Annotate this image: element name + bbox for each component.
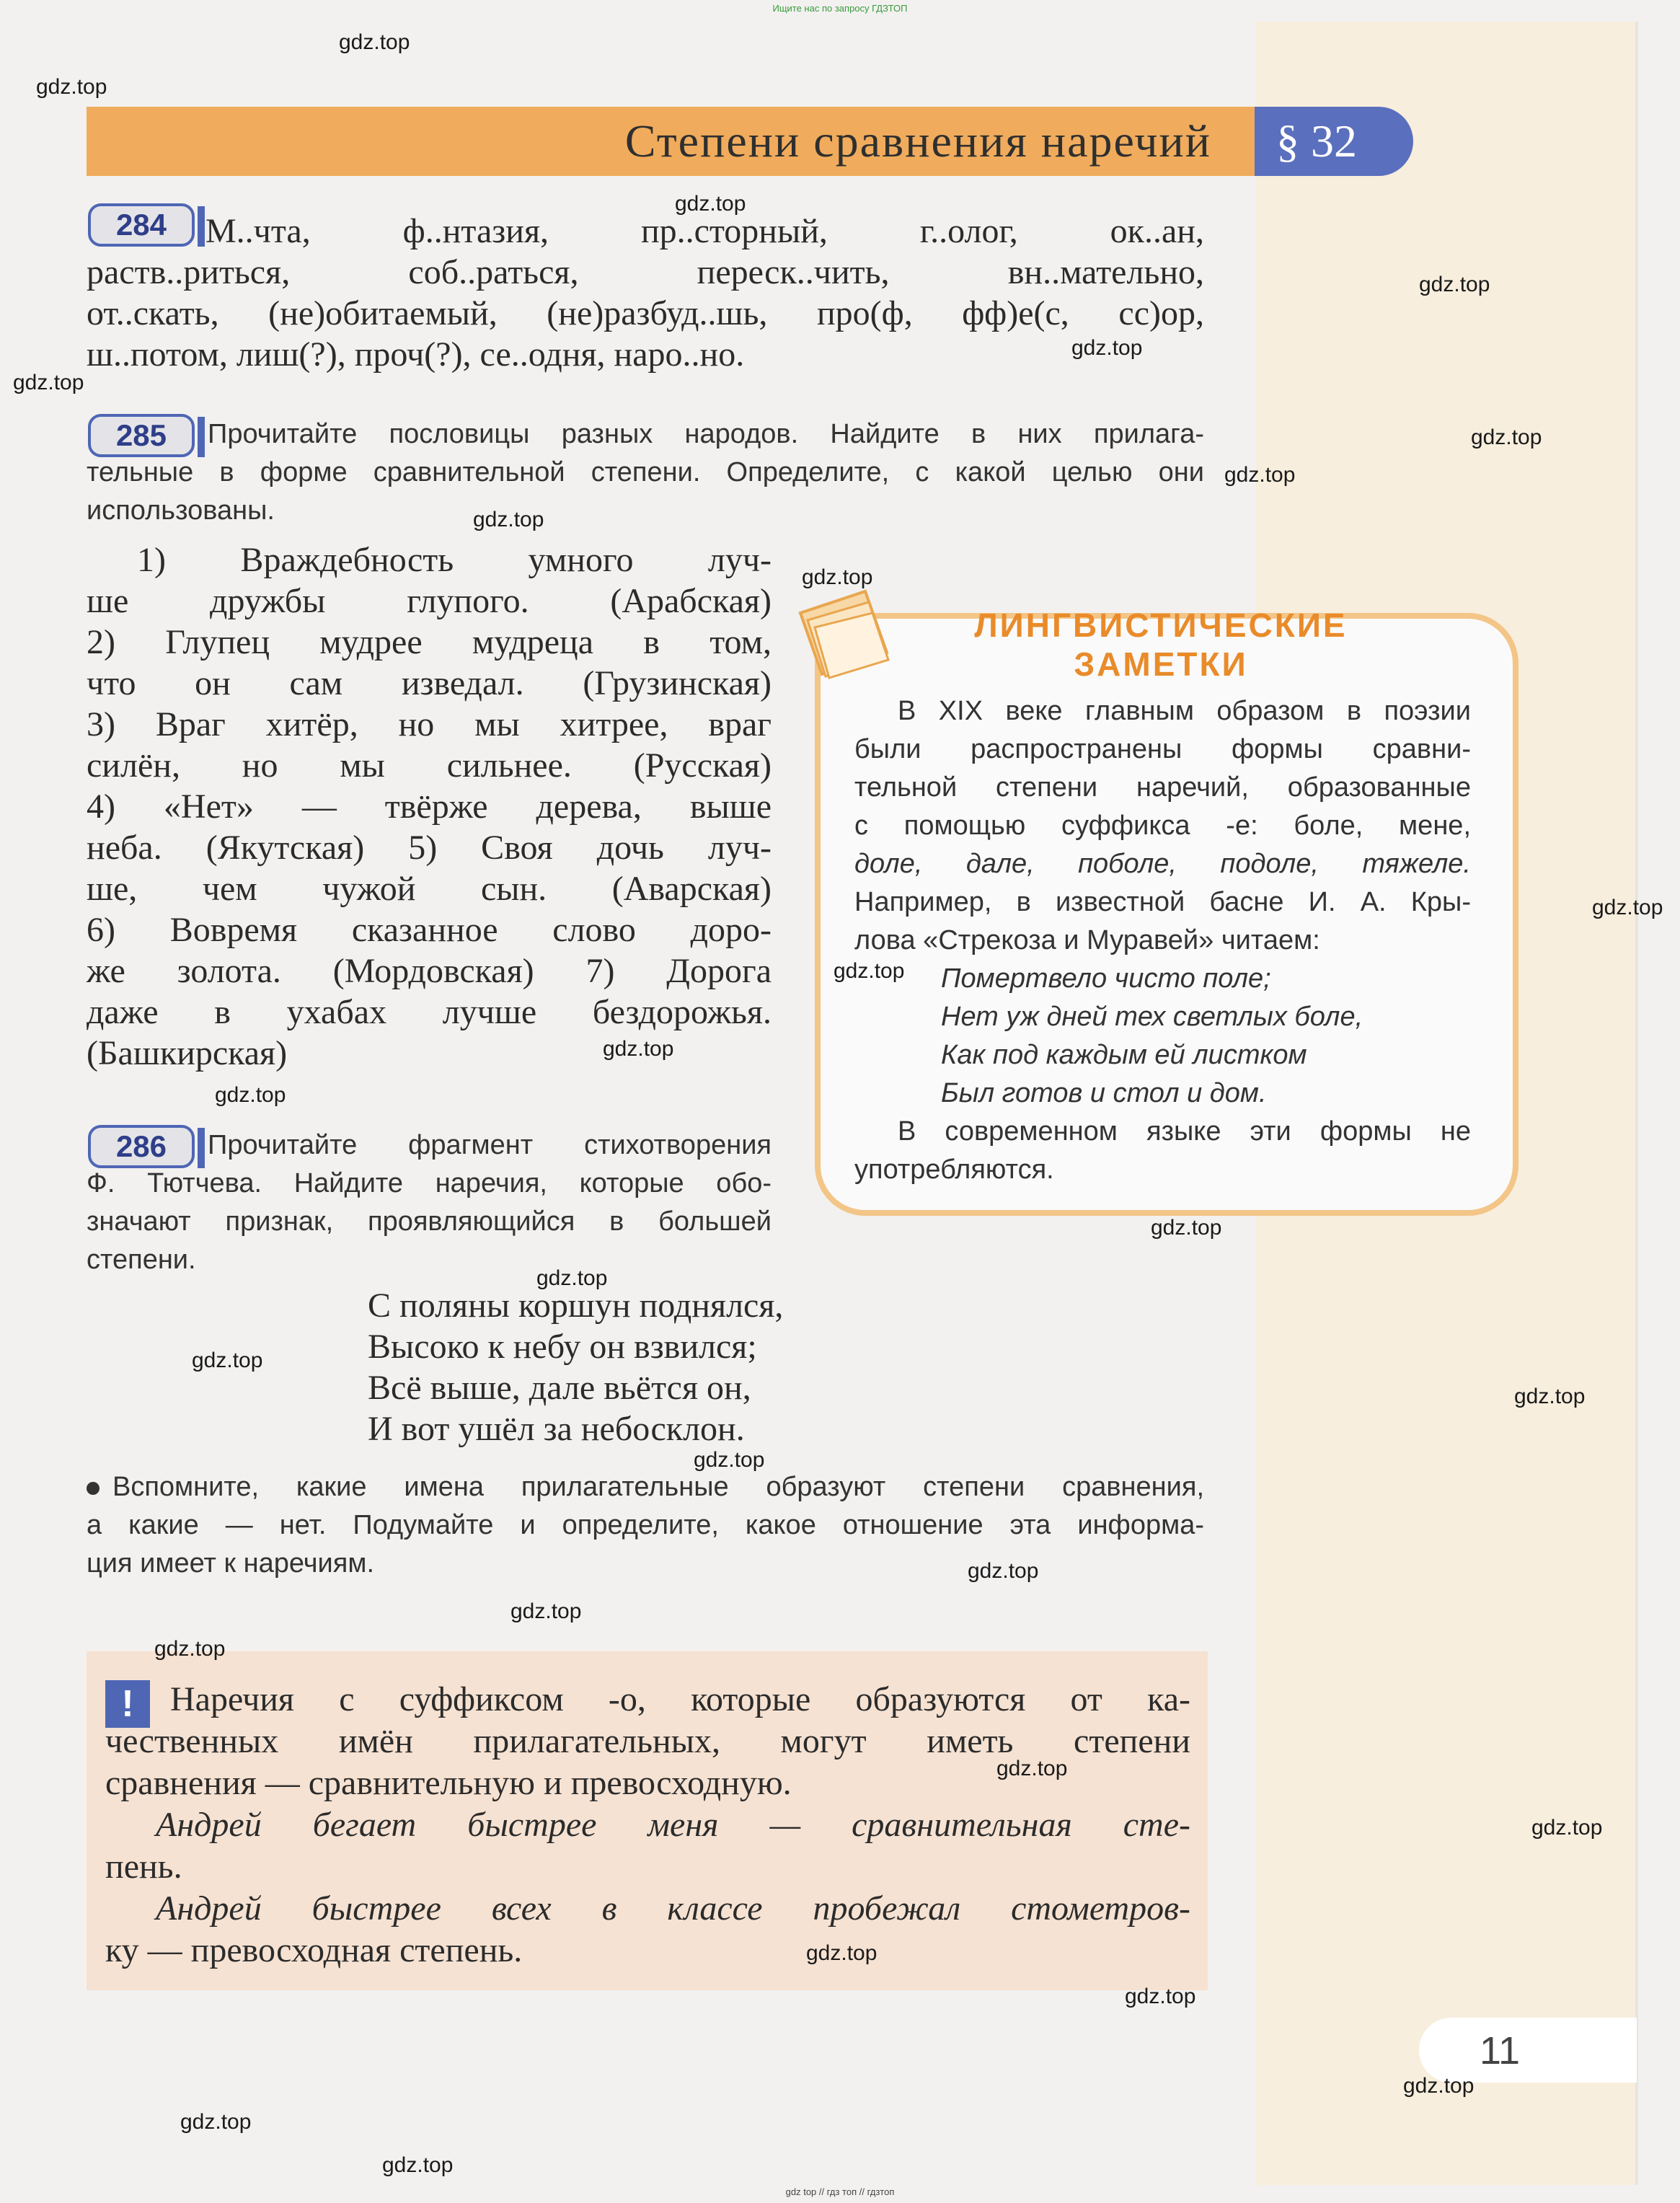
watermark: gdz.top [154, 1637, 226, 1661]
watermark: gdz.top [1471, 425, 1542, 449]
notes-title-line: ЗАМЕТКИ [1074, 645, 1248, 683]
watermark: gdz.top [1125, 1985, 1196, 2008]
watermark: gdz.top [802, 565, 873, 589]
proverb-line: 2) Глупец мудрее мудреца в том, [87, 623, 772, 661]
watermark: gdz.top [536, 1266, 608, 1290]
exercise-284-line: М..чта, ф..нтазия, пр..сторный, г..олог, ок..ан, [205, 212, 1204, 250]
watermark: gdz.top [1403, 2074, 1475, 2098]
proverb-line: неба. (Якутская) 5) Своя дочь луч- [87, 829, 772, 867]
exercise-number-label: 286 [88, 1125, 195, 1168]
bottom-note: gdz top // гдз топ // гдзтоп [785, 2186, 895, 2197]
watermark: gdz.top [13, 371, 84, 394]
paragraph-badge: § 32 [1255, 107, 1413, 176]
watermark: gdz.top [510, 1599, 582, 1623]
proverb-line: что он сам изведал. (Грузинская) [87, 664, 772, 702]
page-title: Степени сравнения наречий [624, 115, 1211, 167]
notes-poem-line: Помертвело чисто поле; [941, 963, 1271, 994]
proverb-line: же золота. (Мордовская) 7) Дорога [87, 952, 772, 990]
notes-line: В современном языке эти формы не [898, 1116, 1471, 1147]
proverb-line: (Башкирская) [87, 1034, 288, 1072]
instruction-line: Ф. Тютчева. Найдите наречия, которые обо- [87, 1168, 772, 1198]
notes-body [854, 692, 1471, 1189]
poem-line: И вот ушёл за небосклон. [368, 1410, 745, 1448]
watermark: gdz.top [968, 1559, 1039, 1583]
exercise-number-label: 285 [88, 414, 195, 457]
proverb-line: силён, но мы сильнее. (Русская) [87, 746, 772, 785]
rule-line: Наречия с суффиксом -о, которые образуются от ка- [170, 1680, 1190, 1718]
instruction-line: степени. [87, 1245, 196, 1275]
watermark: gdz.top [1071, 336, 1143, 360]
instruction-line: Прочитайте пословицы разных народов. Найдите в них прилага- [208, 419, 1204, 449]
top-note: Ищите нас по запросу ГДЗТОП [772, 3, 908, 14]
bullet-line: а какие — нет. Подумайте и определите, какое отношение эта информа- [87, 1510, 1204, 1540]
poem-line: Всё выше, дале вьётся он, [368, 1369, 751, 1407]
notes-poem-line: Нет уж дней тех светлых боле, [941, 1002, 1363, 1032]
watermark: gdz.top [1151, 1216, 1222, 1240]
watermark: gdz.top [1531, 1816, 1603, 1840]
page-number: 11 [1479, 2029, 1521, 2072]
exercise-284-line: от..скать, (не)обитаемый, (не)разбуд..шь, про(ф, фф)е(с, сс)ор, [87, 294, 1204, 332]
watermark: gdz.top [603, 1037, 674, 1061]
watermark: gdz.top [1514, 1385, 1586, 1408]
bullet-line: ция имеет к наречиям. [87, 1548, 375, 1579]
notes-line: лова «Стрекоза и Муравей» читаем: [854, 925, 1320, 955]
watermark: gdz.top [473, 508, 544, 531]
watermark: gdz.top [215, 1083, 286, 1107]
watermark: gdz.top [834, 959, 905, 983]
page-edge [1635, 22, 1638, 2185]
rule-example-line: Андрей бегает быстрее меня — сравнительная сте- [156, 1806, 1190, 1844]
rule-example-line: пень. [105, 1847, 182, 1886]
notes-line: употребляются. [854, 1155, 1054, 1185]
notes-line: были распространены формы сравни- [854, 734, 1471, 764]
rule-example-line: Андрей быстрее всех в классе пробежал стометров- [156, 1889, 1190, 1928]
notes-title [937, 606, 1384, 684]
notes-line: тельной степени наречий, образованные [854, 772, 1471, 803]
tyutchev-poem [368, 1285, 1017, 1449]
instruction-line: Прочитайте фрагмент стихотворения [208, 1130, 772, 1160]
exercise-284-line: раств..риться, соб..раться, переск..чить, вн..мательно, [87, 253, 1204, 291]
proverb-line: ше дружбы глупого. (Арабская) [87, 582, 772, 620]
notes-line: Например, в известной басне И. А. Кры- [854, 887, 1471, 917]
instruction-line: значают признак, проявляющийся в большей [87, 1206, 772, 1237]
bullet-icon [87, 1482, 100, 1495]
watermark: gdz.top [1419, 273, 1490, 296]
watermark: gdz.top [382, 2153, 454, 2177]
proverb-line: 6) Вовремя сказанное слово доро- [87, 911, 772, 949]
book-pages-icon [779, 584, 901, 685]
exercise-number-label: 284 [88, 203, 195, 247]
exercise-285-instruction [87, 415, 1204, 530]
proverb-line: даже в ухабах лучше бездорожья. [87, 993, 772, 1031]
notes-line: В XIX веке главным образом в поэзии [898, 696, 1471, 726]
proverbs-list [87, 539, 772, 1074]
exercise-284-line: ш..потом, лиш(?), проч(?), се..одня, наро..но. [87, 335, 745, 374]
watermark: gdz.top [180, 2110, 252, 2134]
rule-text [105, 1679, 1190, 1972]
rule-example-line: ку — превосходная степень. [105, 1931, 523, 1969]
watermark: gdz.top [1224, 463, 1296, 487]
watermark: gdz.top [1592, 896, 1663, 919]
rule-line: сравнения — сравнительную и превосходную. [105, 1764, 792, 1802]
rule-line: чественных имён прилагательных, могут иметь степени [105, 1722, 1190, 1760]
exercise-284-text [87, 211, 1204, 375]
poem-line: С поляны коршун поднялся, [368, 1286, 784, 1325]
notes-poem-line: Как под каждым ей листком [941, 1040, 1307, 1070]
watermark: gdz.top [339, 30, 410, 54]
bullet-line-text: Вспомните, какие имена прилагательные образуют степени сравнения, [112, 1472, 1204, 1502]
notes-title-line: ЛИНГВИСТИЧЕСКИЕ [974, 606, 1348, 644]
notes-line: доле, дале, поболе, подоле, тяжеле. [854, 849, 1471, 879]
watermark: gdz.top [675, 192, 746, 216]
watermark: gdz.top [694, 1448, 765, 1472]
proverb-line: 1) Враждебность умного луч- [137, 541, 772, 579]
watermark: gdz.top [996, 1757, 1068, 1780]
instruction-line: использованы. [87, 495, 275, 526]
bullet-line [87, 1468, 1204, 1506]
watermark: gdz.top [36, 75, 107, 99]
proverb-line: 4) «Нет» — твёрже дерева, выше [87, 787, 772, 826]
exclamation-icon: ! [105, 1680, 150, 1728]
watermark: gdz.top [806, 1941, 877, 1965]
proverb-line: ше, чем чужой сын. (Аварская) [87, 870, 772, 908]
notes-line: с помощью суффикса -е: боле, мене, [854, 811, 1471, 841]
notes-poem-line: Был готов и стол и дом. [941, 1078, 1267, 1108]
proverb-line: 3) Враг хитёр, но мы хитрее, враг [87, 705, 772, 743]
poem-line: Высоко к небу он взвился; [368, 1328, 757, 1366]
instruction-line: тельные в форме сравнительной степени. Определите, с какой целью они [87, 457, 1204, 487]
exercise-286-instruction [87, 1126, 772, 1279]
watermark: gdz.top [192, 1348, 263, 1372]
